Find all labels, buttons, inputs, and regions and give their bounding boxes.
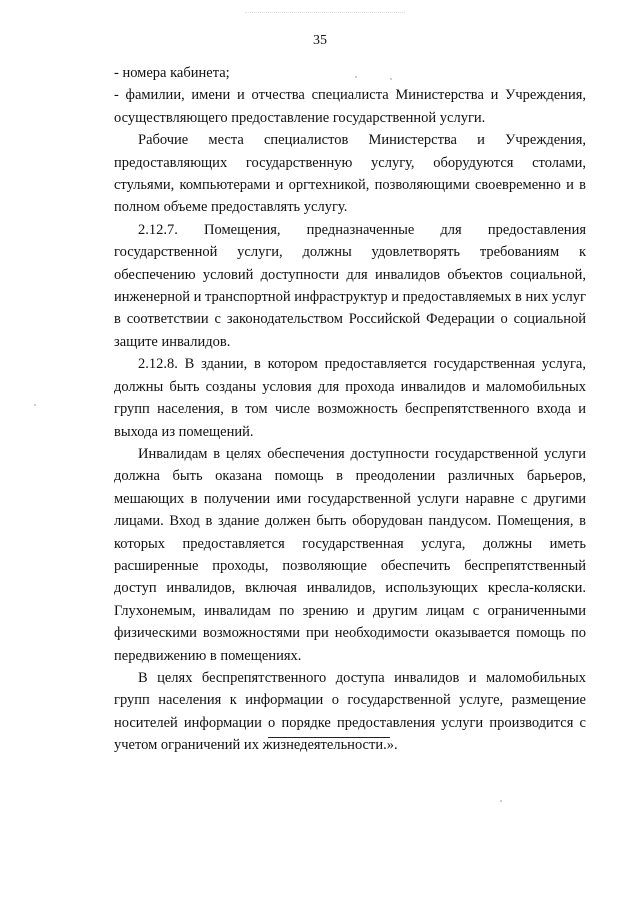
paragraph-disabled-assistance: Инвалидам в целях обеспечения доступности государственной услуги должна быть оказана помощь в преодолении различных барьеров, мешающих в получении ими государственной услуги наравне с другими лицами. Вход в здание должен быть оборудован пандусом. Помещения, в которых предоставляется государственная услуга, должны иметь расширенные проходы, позволяющие обеспечить беспрепятственный доступ инвалидов, включая инвалидов, использующих кресла-коляски. Глухонемым, инвалидам по зрению и другим лицам с ограниченными физическими возможностями при необходимости оказывается помощь по передвижению в помещениях. [114, 445, 586, 664]
paragraph-2-12-7: 2.12.7. Помещения, предназначенные для предоставления государственной услуги, должны удовлетворять требованиям к обеспечению условий доступности для инвалидов объектов социальной, инженерной и транспортной инфраструктур и предоставляемых в них услуг в соответствии с законодательством Российской Федерации о социальной защите инвалидов. [114, 221, 586, 350]
scan-artifact [245, 12, 405, 25]
paragraph-information-access: В целях беспрепятственного доступа инвалидов и маломобильных групп населения к информации о государственной услуге, размещение носителей информации о порядке предоставления услуги производится с учетом ограничений их жизнедеятельности.». [114, 669, 586, 754]
paragraph-2-12-8: 2.12.8. В здании, в котором предоставляется государственная услуга, должны быть созданы условия для прохода инвалидов и маломобильных групп населения, в том числе возможность беспрепятственного входа и выхода из помещений. [114, 356, 586, 440]
scan-speck [390, 78, 392, 80]
closing-divider [268, 737, 390, 738]
scan-speck [34, 404, 36, 406]
scan-speck [355, 76, 357, 78]
document-body [114, 62, 586, 757]
list-item-specialist-name: - фамилии, имени и отчества специалиста Министерства и Учреждения, осуществляющего предоставление государственной услуги. [114, 87, 586, 126]
page-number: 35 [313, 33, 327, 48]
scan-speck [500, 800, 502, 802]
paragraph-workplaces: Рабочие места специалистов Министерства и Учреждения, предоставляющих государственную услугу, оборудуются столами, стульями, компьютерами и оргтехникой, позволяющими своевременно и в полном объеме предоставлять услугу. [114, 132, 586, 216]
list-item-cabinet-number: - номера кабинета; [114, 65, 230, 81]
